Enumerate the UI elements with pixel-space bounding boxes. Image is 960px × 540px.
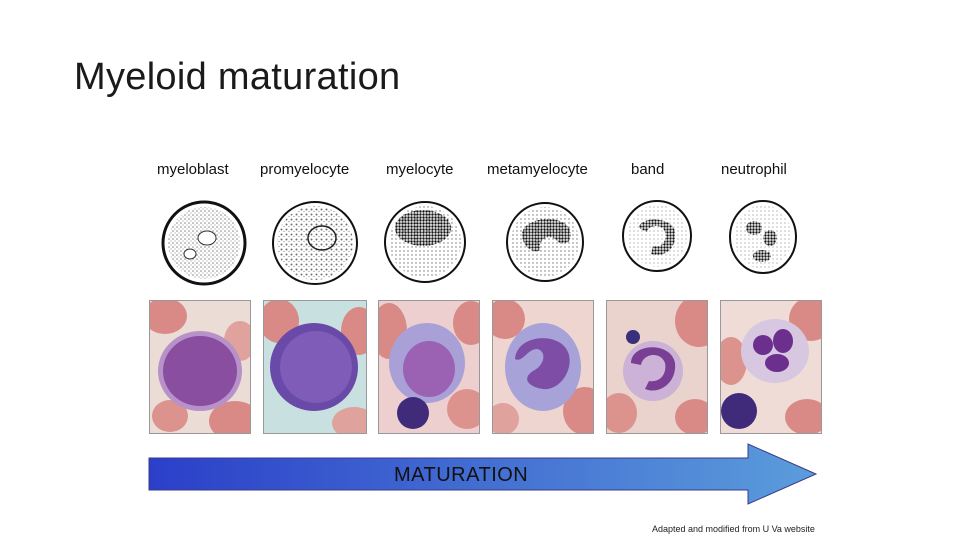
stage-label-myeloblast: myeloblast <box>157 161 229 178</box>
neutrophil-drawing <box>728 198 798 276</box>
source-credit: Adapted and modified from U Va website <box>652 524 815 534</box>
metamyelocyte-micrograph <box>492 300 594 434</box>
neutrophil-micrograph <box>720 300 822 434</box>
metamyelocyte-drawing <box>504 198 586 284</box>
band-drawing <box>621 198 693 274</box>
promyelocyte-micrograph <box>263 300 367 434</box>
stage-label-myelocyte: myelocyte <box>386 161 454 178</box>
slide-title: Myeloid maturation <box>74 56 401 98</box>
stage-label-band: band <box>631 161 665 178</box>
maturation-label: MATURATION <box>394 464 529 486</box>
myeloblast-drawing <box>160 198 248 288</box>
myeloblast-micrograph <box>149 300 251 434</box>
stage-label-neutrophil: neutrophil <box>721 161 787 178</box>
stage-label-promyelocyte: promyelocyte <box>260 161 350 178</box>
stage-label-metamyelocyte: metamyelocyte <box>487 161 588 178</box>
myelocyte-micrograph <box>378 300 480 434</box>
band-micrograph <box>606 300 708 434</box>
myelocyte-drawing <box>383 198 467 286</box>
promyelocyte-drawing <box>270 198 360 288</box>
